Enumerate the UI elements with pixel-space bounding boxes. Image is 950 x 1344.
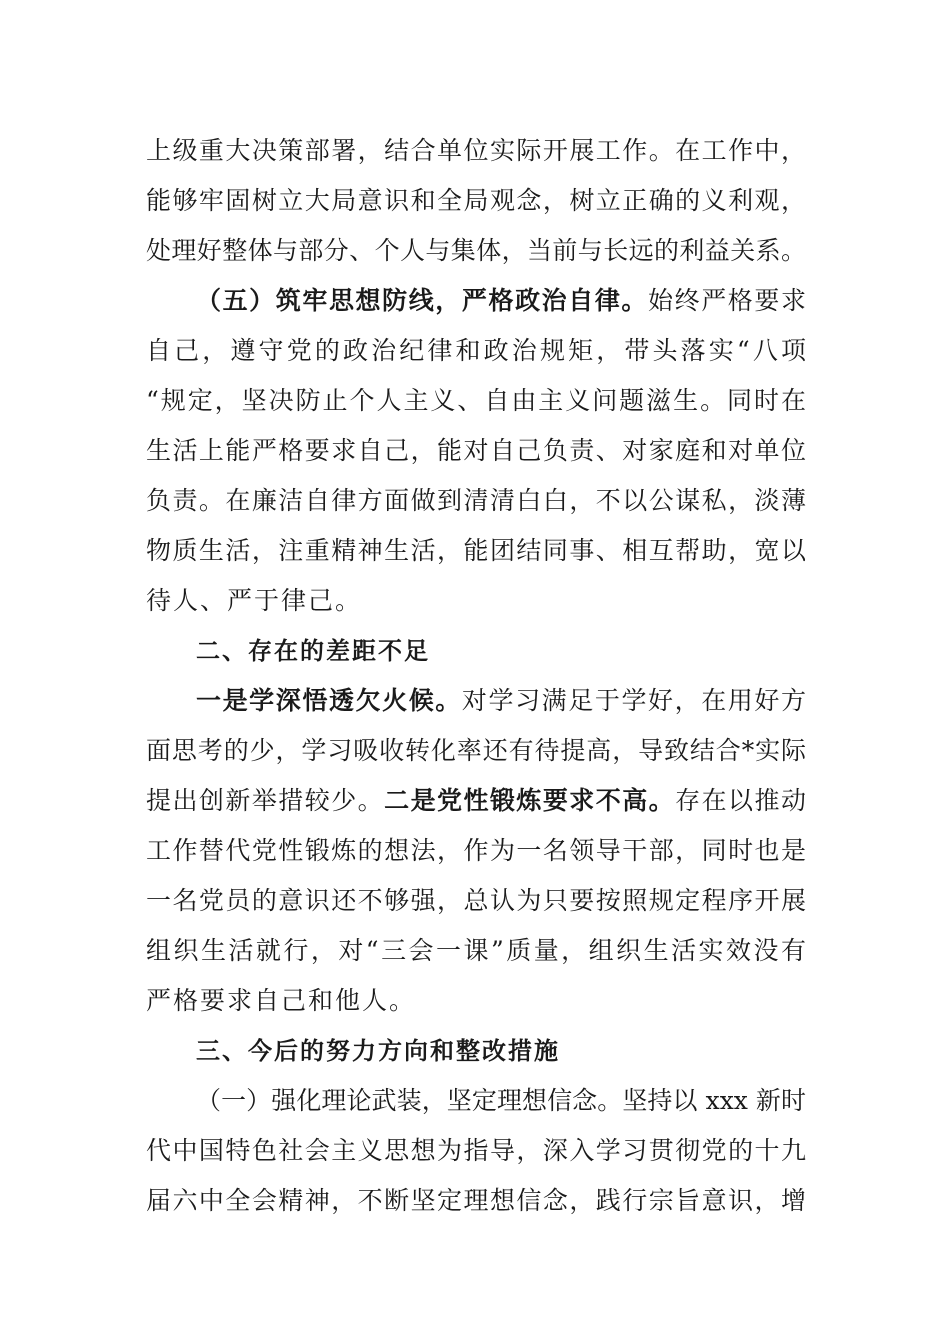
point-one-heading: 一是学深悟透欠火候。 bbox=[196, 686, 462, 715]
paragraph-line: 一名党员的意识还不够强，总认为只要按照规定程序开展 bbox=[146, 886, 806, 915]
paragraph-line: 届六中全会精神，不断坚定理想信念，践行宗旨意识，增 bbox=[146, 1186, 806, 1215]
paragraph-line: 生活上能严格要求自己，能对自己负责、对家庭和对单位 bbox=[146, 436, 806, 465]
paragraph-line: “规定，坚决防止个人主义、自由主义问题滋生。同时在 bbox=[146, 386, 806, 415]
section-heading-three: 三、今后的努力方向和整改措施 bbox=[196, 1037, 560, 1065]
paragraph-text: 提出创新举措较少。 bbox=[146, 786, 385, 815]
paragraph-line: 工作替代党性锻炼的想法，作为一名领导干部，同时也是 bbox=[146, 836, 806, 865]
section-heading-five: （五）筑牢思想防线，严格政治自律。 bbox=[196, 286, 649, 315]
paragraph-text: 始终严格要求 bbox=[648, 286, 806, 315]
section-heading-two: 二、存在的差距不足 bbox=[196, 637, 430, 665]
paragraph-line: 组织生活就行，对“三会一课”质量，组织生活实效没有 bbox=[146, 936, 806, 965]
paragraph-line: （一）强化理论武装，坚定理想信念。坚持以 xxx 新时 bbox=[196, 1086, 806, 1115]
paragraph-line: 物质生活，注重精神生活，能团结同事、相互帮助，宽以 bbox=[146, 536, 806, 565]
paragraph-line bbox=[196, 281, 806, 321]
paragraph-line bbox=[146, 781, 806, 821]
paragraph-line: 代中国特色社会主义思想为指导，深入学习贯彻党的十九 bbox=[146, 1136, 806, 1165]
paragraph-line: 上级重大决策部署，结合单位实际开展工作。在工作中， bbox=[146, 136, 806, 165]
paragraph-line bbox=[196, 681, 806, 721]
paragraph-line: 自己，遵守党的政治纪律和政治规矩，带头落实“八项 bbox=[146, 336, 806, 365]
paragraph-line: 面思考的少，学习吸收转化率还有待提高，导致结合*实际 bbox=[146, 736, 806, 765]
point-two-heading: 二是党性锻炼要求不高。 bbox=[384, 786, 676, 815]
paragraph-text: 存在以推动 bbox=[675, 786, 806, 815]
paragraph-line: 待人、严于律己。 bbox=[146, 586, 363, 615]
paragraph-line: 严格要求自己和他人。 bbox=[146, 986, 417, 1015]
paragraph-line: 处理好整体与部分、个人与集体，当前与长远的利益关系。 bbox=[146, 236, 806, 265]
paragraph-line: 能够牢固树立大局意识和全局观念，树立正确的义利观， bbox=[146, 186, 806, 215]
paragraph-text: 对学习满足于学好，在用好方 bbox=[461, 686, 806, 715]
paragraph-line: 负责。在廉洁自律方面做到清清白白，不以公谋私，淡薄 bbox=[146, 486, 806, 515]
